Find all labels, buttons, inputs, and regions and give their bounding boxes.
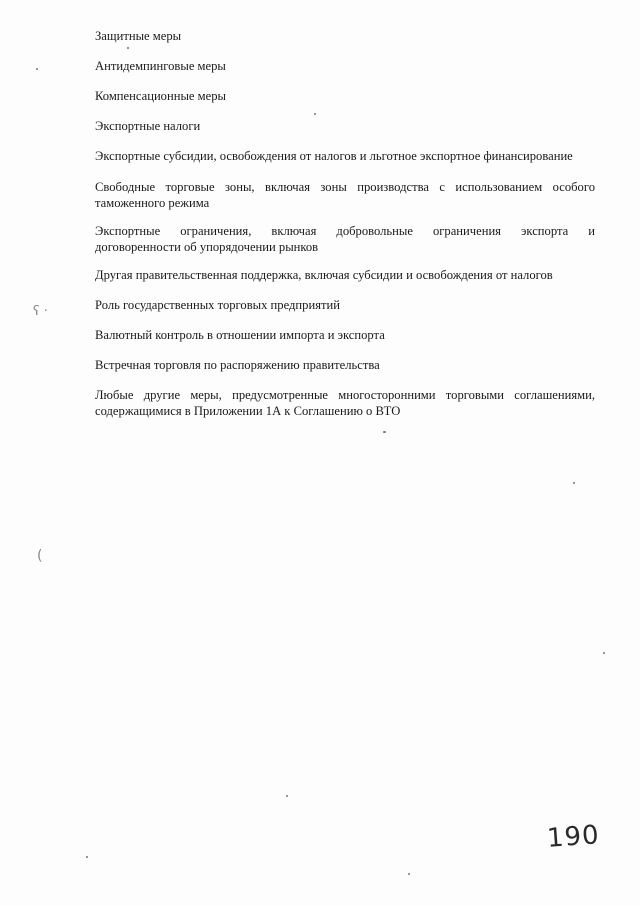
scan-speck [314, 113, 316, 115]
margin-mark: ( [37, 548, 43, 564]
handwritten-page-number: 190 [546, 820, 601, 854]
list-item: Защитные меры [95, 29, 182, 43]
scan-speck [286, 795, 288, 797]
list-item: Роль государственных торговых предприятий [95, 298, 340, 312]
list-item: Валютный контроль в отношении импорта и экспорта [95, 328, 385, 342]
scan-speck [603, 652, 605, 654]
list-item [95, 387, 595, 419]
list-item [95, 179, 595, 211]
list-item-line: Любые другие меры, предусмотренные многосторонними торговыми соглашениями, [95, 388, 595, 402]
list-item-line: Свободные торговые зоны, включая зоны производства с использованием особого [95, 180, 595, 194]
list-item: Встречная торговля по распоряжению правительства [95, 358, 380, 372]
scan-speck [573, 482, 575, 484]
scan-speck [86, 856, 88, 858]
scan-speck [408, 873, 410, 875]
list-item: Экспортные налоги [95, 119, 201, 133]
scan-speck [127, 47, 129, 49]
scan-speck [36, 68, 38, 70]
margin-mark: ʕ · [33, 304, 48, 319]
list-item-line: договоренности об упорядочении рынков [95, 240, 319, 254]
list-item-line: таможенного режима [95, 196, 210, 210]
list-item [95, 223, 595, 255]
list-item: Другая правительственная поддержка, включая субсидии и освобождения от налогов [95, 268, 553, 282]
list-item-line: содержащимися в Приложении 1А к Соглашению о ВТО [95, 404, 401, 418]
list-item-line: Экспортные ограничения, включая добровольные ограничения экспорта и [95, 224, 595, 238]
scan-speck [383, 431, 386, 433]
list-item: Компенсационные меры [95, 89, 226, 103]
list-item: Антидемпинговые меры [95, 59, 226, 73]
list-item: Экспортные субсидии, освобождения от налогов и льготное экспортное финансирование [95, 149, 573, 163]
